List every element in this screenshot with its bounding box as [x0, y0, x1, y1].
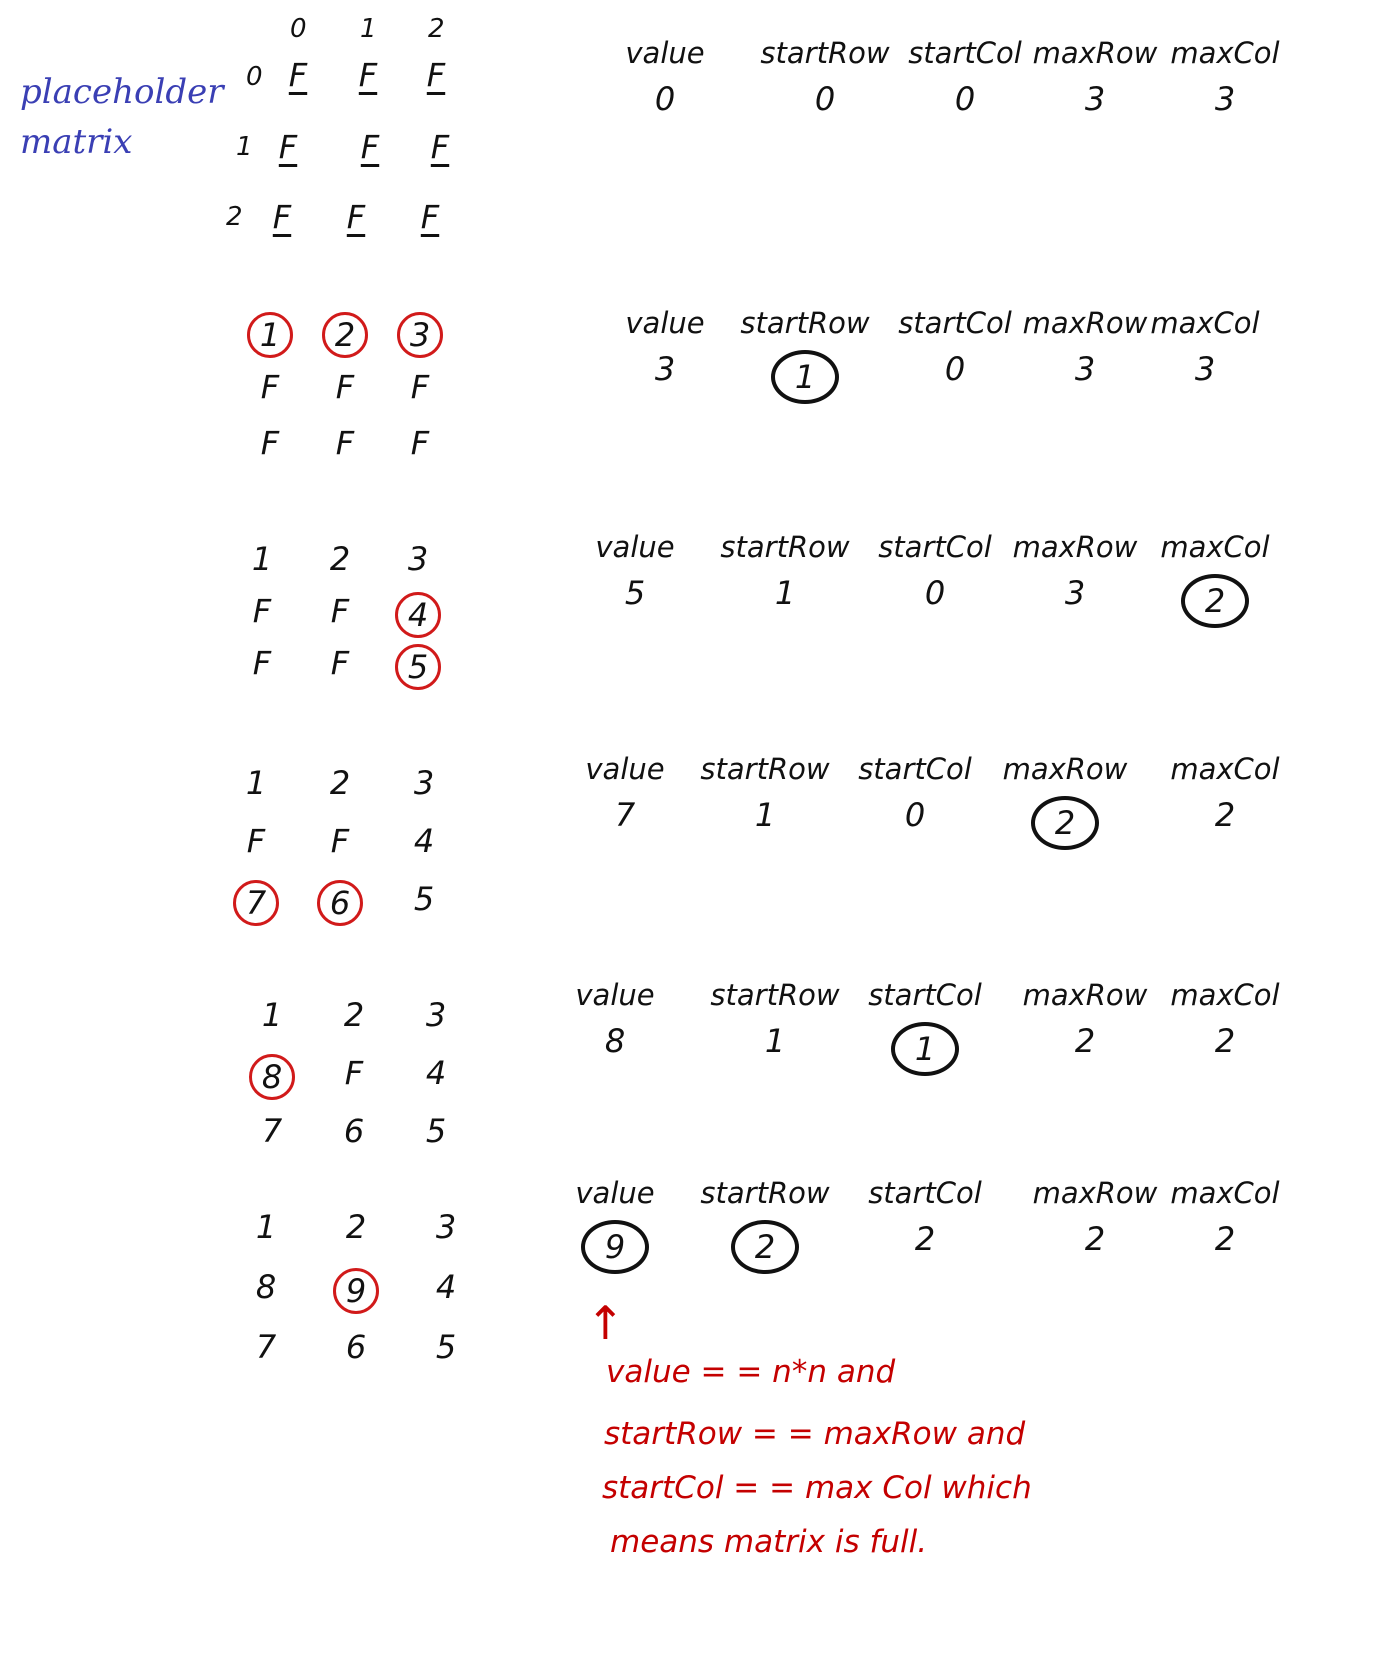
- matrix-cell: 3: [407, 540, 429, 578]
- variable-label: startCol: [868, 1176, 982, 1210]
- variable-label: value: [625, 36, 705, 70]
- matrix-cell: 3: [435, 1208, 457, 1246]
- variable-value: 0: [654, 80, 676, 118]
- circled-value: 1: [247, 312, 293, 358]
- matrix-cell: [388, 644, 448, 690]
- matrix-cell: [388, 592, 448, 638]
- col-index: 0: [290, 14, 307, 44]
- circled-value: 6: [317, 880, 363, 926]
- variable-value: 0: [944, 350, 966, 388]
- variable-value: 1: [754, 796, 776, 834]
- variable-value: 3: [1194, 350, 1216, 388]
- row-index: 0: [246, 62, 263, 92]
- matrix-cell: 8: [255, 1268, 277, 1306]
- circled-value: 9: [333, 1268, 379, 1314]
- variable-value: 1: [774, 574, 796, 612]
- matrix-cell: 1: [251, 540, 273, 578]
- matrix-cell: F: [410, 368, 430, 406]
- matrix-cell: F: [260, 424, 280, 462]
- matrix-cell: 6: [343, 1112, 365, 1150]
- circled-value: 5: [395, 644, 441, 690]
- matrix-cell: F: [346, 198, 366, 236]
- matrix-cell: [226, 880, 286, 926]
- variable-value: [730, 350, 880, 404]
- variable-label: maxRow: [1012, 530, 1138, 564]
- circled-value: 8: [249, 1054, 295, 1100]
- variable-value: 2: [914, 1220, 936, 1258]
- matrix-cell: 2: [345, 1208, 367, 1246]
- matrix-cell: F: [272, 198, 292, 236]
- matrix-cell: 5: [413, 880, 435, 918]
- matrix-cell: 3: [413, 764, 435, 802]
- variable-label: maxCol: [1170, 978, 1280, 1012]
- variable-label: maxRow: [1022, 306, 1148, 340]
- variable-value: 0: [954, 80, 976, 118]
- circled-value: 2: [322, 312, 368, 358]
- variable-label: value: [595, 530, 675, 564]
- col-index: 2: [428, 14, 445, 44]
- matrix-cell: [326, 1268, 386, 1314]
- matrix-cell: 5: [435, 1328, 457, 1366]
- variable-label: maxCol: [1170, 36, 1280, 70]
- matrix-cell: F: [344, 1054, 364, 1092]
- conclusion-line-2: startRow = = maxRow and: [604, 1416, 1026, 1452]
- matrix-cell: 3: [425, 996, 447, 1034]
- variable-value: [540, 1220, 690, 1274]
- variable-value: 2: [1084, 1220, 1106, 1258]
- matrix-cell: 6: [345, 1328, 367, 1366]
- variable-value: 3: [1074, 350, 1096, 388]
- variable-label: value: [575, 1176, 655, 1210]
- matrix-cell: F: [252, 644, 272, 682]
- variable-value: [690, 1220, 840, 1274]
- conclusion-line-1: value = = n*n and: [606, 1354, 896, 1390]
- matrix-cell: F: [278, 128, 298, 166]
- circled-value: 2: [1181, 574, 1249, 628]
- matrix-cell: [310, 880, 370, 926]
- variable-label: maxCol: [1160, 530, 1270, 564]
- variable-label: maxRow: [1032, 36, 1158, 70]
- variable-label: startRow: [740, 306, 870, 340]
- variable-label: maxRow: [1022, 978, 1148, 1012]
- matrix-cell: F: [335, 368, 355, 406]
- variable-value: 2: [1074, 1022, 1096, 1060]
- variable-label: value: [575, 978, 655, 1012]
- variable-value: [1140, 574, 1290, 628]
- variable-value: 5: [624, 574, 646, 612]
- variable-value: 1: [764, 1022, 786, 1060]
- variable-value: 2: [1214, 1022, 1236, 1060]
- variable-value: [990, 796, 1140, 850]
- variable-label: startRow: [700, 752, 830, 786]
- variable-label: value: [625, 306, 705, 340]
- variable-label: startCol: [878, 530, 992, 564]
- variable-label: startCol: [908, 36, 1022, 70]
- side-note-placeholder: placeholder: [20, 72, 224, 112]
- matrix-cell: [390, 312, 450, 358]
- variable-value: [850, 1022, 1000, 1076]
- matrix-cell: F: [420, 198, 440, 236]
- col-index: 1: [360, 14, 377, 44]
- variable-label: maxCol: [1150, 306, 1260, 340]
- variable-value: 2: [1214, 1220, 1236, 1258]
- variable-value: 3: [1084, 80, 1106, 118]
- variable-label: startRow: [710, 978, 840, 1012]
- conclusion-line-3: startCol = = max Col which: [602, 1470, 1032, 1506]
- matrix-cell: F: [288, 56, 308, 94]
- circled-value: 4: [395, 592, 441, 638]
- matrix-cell: F: [335, 424, 355, 462]
- variable-label: startRow: [760, 36, 890, 70]
- matrix-cell: F: [330, 644, 350, 682]
- variable-value: 0: [814, 80, 836, 118]
- circled-value: 7: [233, 880, 279, 926]
- variable-value: 2: [1214, 796, 1236, 834]
- matrix-cell: 4: [413, 822, 435, 860]
- matrix-cell: 1: [261, 996, 283, 1034]
- variable-label: startRow: [720, 530, 850, 564]
- variable-value: 0: [904, 796, 926, 834]
- variable-label: maxRow: [1002, 752, 1128, 786]
- circled-value: 1: [771, 350, 839, 404]
- circled-value: 9: [581, 1220, 649, 1274]
- variable-label: startCol: [898, 306, 1012, 340]
- matrix-cell: 7: [261, 1112, 283, 1150]
- circled-value: 3: [397, 312, 443, 358]
- matrix-cell: 2: [329, 540, 351, 578]
- matrix-cell: [242, 1054, 302, 1100]
- variable-value: 0: [924, 574, 946, 612]
- circled-value: 2: [1031, 796, 1099, 850]
- matrix-cell: 4: [425, 1054, 447, 1092]
- variable-label: maxRow: [1032, 1176, 1158, 1210]
- circled-value: 2: [731, 1220, 799, 1274]
- variable-label: startCol: [858, 752, 972, 786]
- matrix-cell: [315, 312, 375, 358]
- matrix-cell: F: [330, 592, 350, 630]
- matrix-cell: F: [430, 128, 450, 166]
- matrix-cell: 5: [425, 1112, 447, 1150]
- matrix-cell: F: [260, 368, 280, 406]
- matrix-cell: 1: [245, 764, 267, 802]
- row-index: 2: [226, 202, 243, 232]
- variable-label: value: [585, 752, 665, 786]
- side-note-matrix: matrix: [20, 122, 133, 162]
- matrix-cell: F: [330, 822, 350, 860]
- matrix-cell: 4: [435, 1268, 457, 1306]
- matrix-cell: F: [252, 592, 272, 630]
- matrix-cell: F: [246, 822, 266, 860]
- variable-label: startRow: [700, 1176, 830, 1210]
- variable-value: 8: [604, 1022, 626, 1060]
- conclusion-line-4: means matrix is full.: [610, 1524, 928, 1560]
- matrix-cell: 2: [343, 996, 365, 1034]
- matrix-cell: 1: [255, 1208, 277, 1246]
- variable-value: 3: [1064, 574, 1086, 612]
- matrix-cell: F: [358, 56, 378, 94]
- matrix-cell: F: [426, 56, 446, 94]
- variable-label: maxCol: [1170, 1176, 1280, 1210]
- variable-value: 3: [654, 350, 676, 388]
- up-arrow-icon: ↑: [586, 1296, 625, 1350]
- variable-value: 7: [614, 796, 636, 834]
- matrix-cell: 2: [329, 764, 351, 802]
- circled-value: 1: [891, 1022, 959, 1076]
- row-index: 1: [236, 132, 253, 162]
- matrix-cell: [240, 312, 300, 358]
- matrix-cell: F: [410, 424, 430, 462]
- matrix-cell: F: [360, 128, 380, 166]
- variable-label: startCol: [868, 978, 982, 1012]
- variable-label: maxCol: [1170, 752, 1280, 786]
- variable-value: 3: [1214, 80, 1236, 118]
- matrix-cell: 7: [255, 1328, 277, 1366]
